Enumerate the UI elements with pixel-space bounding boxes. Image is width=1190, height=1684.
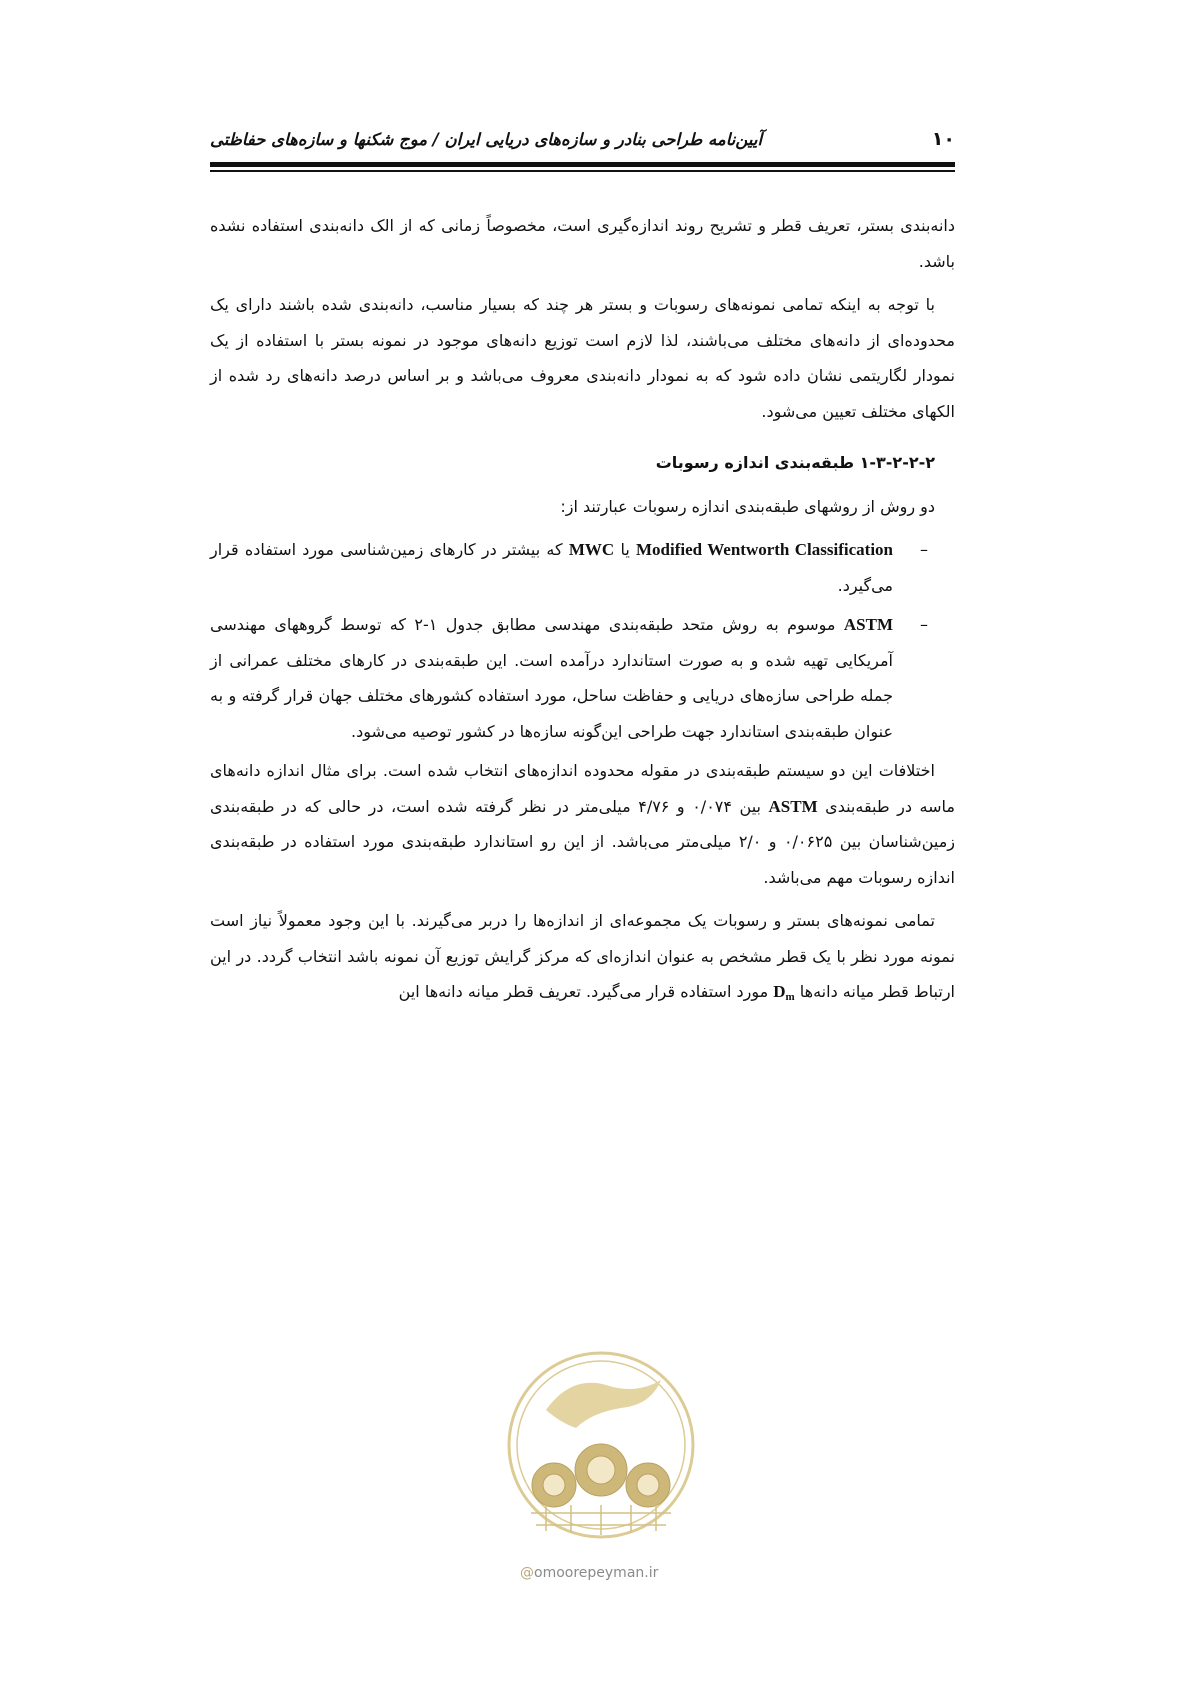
section-heading: ۱-۳-۲-۲-۲ طبقه‌بندی اندازه رسوبات — [655, 453, 935, 472]
running-title: آیین‌نامه طراحی بنادر و سازه‌های دریایی ایران / موج شکنها و سازه‌های حفاظتی — [210, 130, 763, 149]
watermark-emblem-icon — [476, 1335, 726, 1565]
page-number: ۱۰ — [931, 128, 955, 150]
watermark-site: @omoorepeyman.ir — [520, 1565, 659, 1581]
at-icon: @ — [520, 1565, 534, 1581]
paragraph: دانه‌بندی بستر، تعریف قطر و تشریح روند اندازه‌گیری است، مخصوصاً زمانی که از الک دانه‌بندی استفاده نشده باشد. — [210, 216, 955, 271]
classification-name: Modified Wentworth Classification — [636, 540, 894, 559]
astm-term: ASTM — [843, 615, 893, 634]
page-header — [210, 120, 955, 160]
watermark-logo — [476, 1335, 726, 1565]
median-diameter-symbol: $D_m$ — [773, 982, 795, 1003]
paragraph: اختلافات این دو سیستم طبقه‌بندی در مقوله محدوده اندازه‌های انتخاب شده است. برای مثال اندازه دانه‌های ماسه در طبقه‌بندی ASTM بین ۰/۰۷۴ و ۴/۷۶ میلی‌متر در نظر گرفته شده است، در حالی که در طبقه‌بندی زمین‌شناسان بین ۰/۰۶۲۵ و ۲/۰ میلی‌متر می‌باشد. از این رو استاندارد طبقه‌بندی مورد استفاده در طبقه‌بندی اندازه رسوبات مهم می‌باشد. — [210, 761, 956, 887]
header-rule-thick — [210, 162, 955, 167]
paragraph: دو روش از روشهای طبقه‌بندی اندازه رسوبات عبارتند از: — [560, 496, 935, 516]
list-item — [210, 607, 955, 749]
list-item-text: Modified Wentworth Classification یا MWC که بیشتر در کارهای زمین‌شناسی مورد استفاده قرار می‌گیرد. — [210, 540, 894, 595]
paragraph: با توجه به اینکه تمامی نمونه‌های رسوبات و بستر هر چند که بسیار مناسب، دانه‌بندی شده باشند دارای یک محدوده‌ای از دانه‌های مختلف می‌باشند، لذا لازم است توزیع دانه‌های موجود در نمونه بستر با استفاده از یک نمودار لگاریتمی نشان داده شود که به نمودار دانه‌بندی معروف می‌باشد و بر اساس درصد دانه‌های رد شده از الکهای مختلف تعیین می‌شود. — [210, 295, 955, 421]
body-text — [210, 208, 955, 1024]
list-item — [210, 532, 955, 603]
bullet-dash: – — [920, 540, 928, 559]
classification-abbr: MWC — [568, 540, 615, 559]
paragraph: تمامی نمونه‌های بستر و رسوبات یک مجموعه‌ای از اندازه‌ها را دربر می‌گیرند. با این وجود معمولاً نیاز است نمونه مورد نظر با یک قطر مشخص به عنوان اندازه‌ای که مرکز گرایش توزیع آن نمونه باشد انتخاب گردد. در این ارتباط قطر میانه دانه‌ها $D_m$ مورد استفاده قرار می‌گیرد. تعریف قطر میانه دانه‌ها این — [210, 911, 955, 1003]
list-item-text: ASTM موسوم به روش متحد طبقه‌بندی مهندسی مطابق جدول ۱-۲ که توسط گروههای مهندسی آمریکایی تهیه شده و به صورت استاندارد درآمده است. این طبقه‌بندی در کارهای مختلف عمرانی از جمله طراحی سازه‌های دریایی و حفاظت ساحل، مورد استفاده کشورهای مختلف جهان قرار گرفته و به عنوان طبقه‌بندی استاندارد جهت طراحی این‌گونه سازه‌ها در کشور توصیه می‌شود. — [210, 615, 893, 741]
header-rule-thin — [210, 170, 955, 172]
bullet-dash: – — [920, 615, 928, 634]
astm-term: ASTM — [768, 796, 818, 816]
